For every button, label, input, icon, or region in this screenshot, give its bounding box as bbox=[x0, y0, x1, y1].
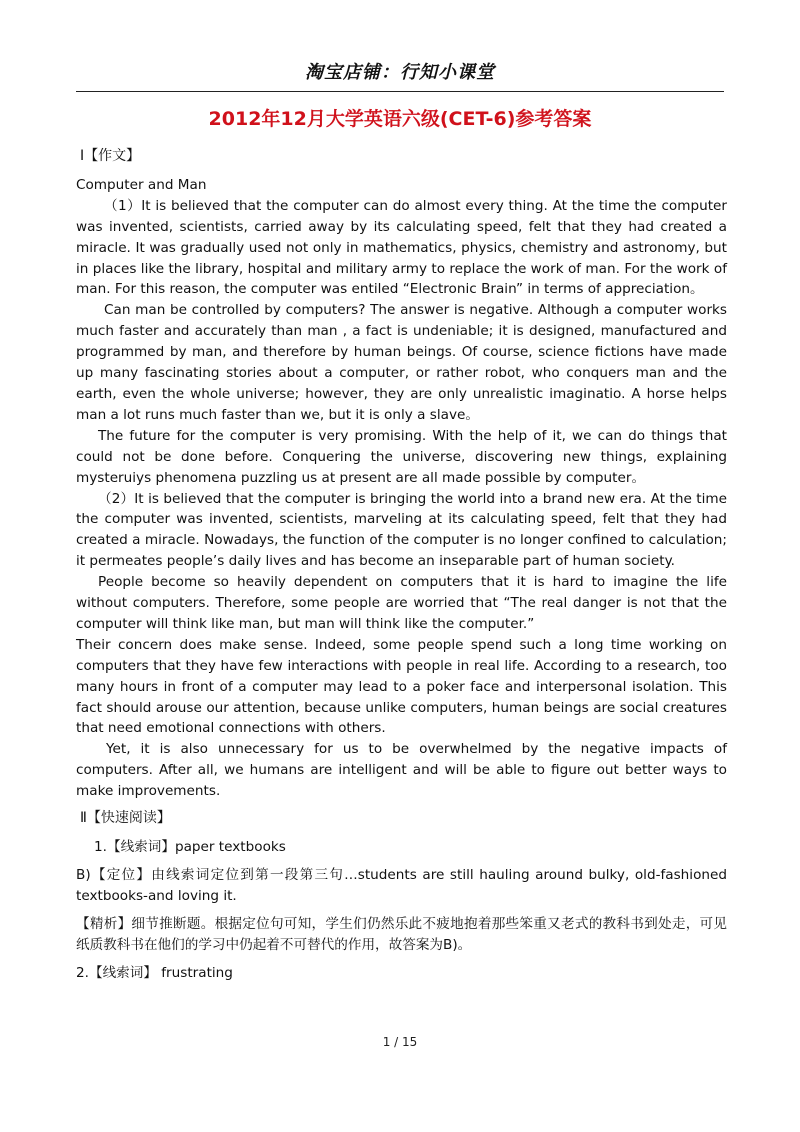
shop-header: 淘宝店铺：行知小课堂 bbox=[305, 62, 495, 83]
essay-paragraph: （2）It is believed that the computer is bringing the world into a brand new era. At the time the computer was invented, scientists, marveling at its calculating speed, felt that they had created a miracle. Nowadays, the function of the computer is no longer confined to calculation; it permeates people’s daily lives and has become an inseparable part of human society. bbox=[76, 490, 727, 570]
document-body bbox=[76, 146, 727, 983]
essay-paragraph: The future for the computer is very promising. With the help of it, we can do things that could not be done before. Conquering the universe, discovering new things, explaining mysteruiys phenomena puzzling us at present are all made possible by computer。 bbox=[76, 427, 727, 486]
question-clue: 1.【线索词】paper textbooks bbox=[94, 839, 286, 855]
page-number: 1 / 15 bbox=[382, 1035, 418, 1049]
essay-paragraph: Yet, it is also unnecessary for us to be overwhelmed by the negative impacts of computers. After all, we humans are intelligent and will be able to figure out better ways to make improvements. bbox=[76, 741, 727, 800]
essay-paragraph: Their concern does make sense. Indeed, some people spend such a long time working on computers that they have few interactions with people in real life. According to a research, too many hours in front of a computer may lead to a poker face and interpersonal isolation. This fact should arouse our attention, because unlike computers, human beings are social creatures that need emotional connections with others. bbox=[76, 636, 727, 737]
essay-title: Computer and Man bbox=[76, 176, 207, 193]
question-locate: B)【定位】由线索词定位到第一段第三句…students are still hauling around bulky, old-fashioned textbooks-and loving it. bbox=[76, 866, 727, 904]
section-heading-essay: Ⅰ【作文】 bbox=[80, 148, 141, 164]
question-analysis: 【精析】细节推断题。根据定位句可知，学生们仍然乐此不疲地抱着那些笨重又老式的教科书到处走，可见纸质教科书在他们的学习中仍起着不可替代的作用，故答案为B)。 bbox=[76, 915, 727, 953]
essay-paragraph: Can man be controlled by computers? The answer is negative. Although a computer works much faster and accurately than man , a fact is undeniable; it is designed, manufactured and programmed by man, and therefore by human beings. Of course, science fictions have made up many fascinating stories about a computer, or rather robot, who conquers man and the earth, even the whole universe; however, they are only unrealistic imaginatio. A horse helps man a lot runs much faster than we, but it is only a slave。 bbox=[76, 302, 727, 423]
header-divider bbox=[76, 91, 724, 92]
document-title: 2012年12月大学英语六级(CET-6)参考答案 bbox=[208, 108, 592, 130]
section-heading-reading: Ⅱ【快速阅读】 bbox=[80, 810, 171, 827]
essay-paragraph: （1）It is believed that the computer can do almost every thing. At the time the computer was invented, scientists, carried away by its calculating speed, felt that they had created a miracle. It was gradually used not only in mathematics, physics, chemistry and astronomy, but in places like the library, hospital and military army to replace the work of man. For the work of man. For this reason, the computer was entiled “Electronic Brain” in terms of appreciation。 bbox=[76, 197, 727, 298]
question-clue: 2.【线索词】 frustrating bbox=[76, 964, 233, 981]
essay-paragraph: People become so heavily dependent on computers that it is hard to imagine the life without computers. Therefore, some people are worried that “The real danger is not that the computer will think like man, but man will think like the computer.” bbox=[76, 574, 727, 632]
